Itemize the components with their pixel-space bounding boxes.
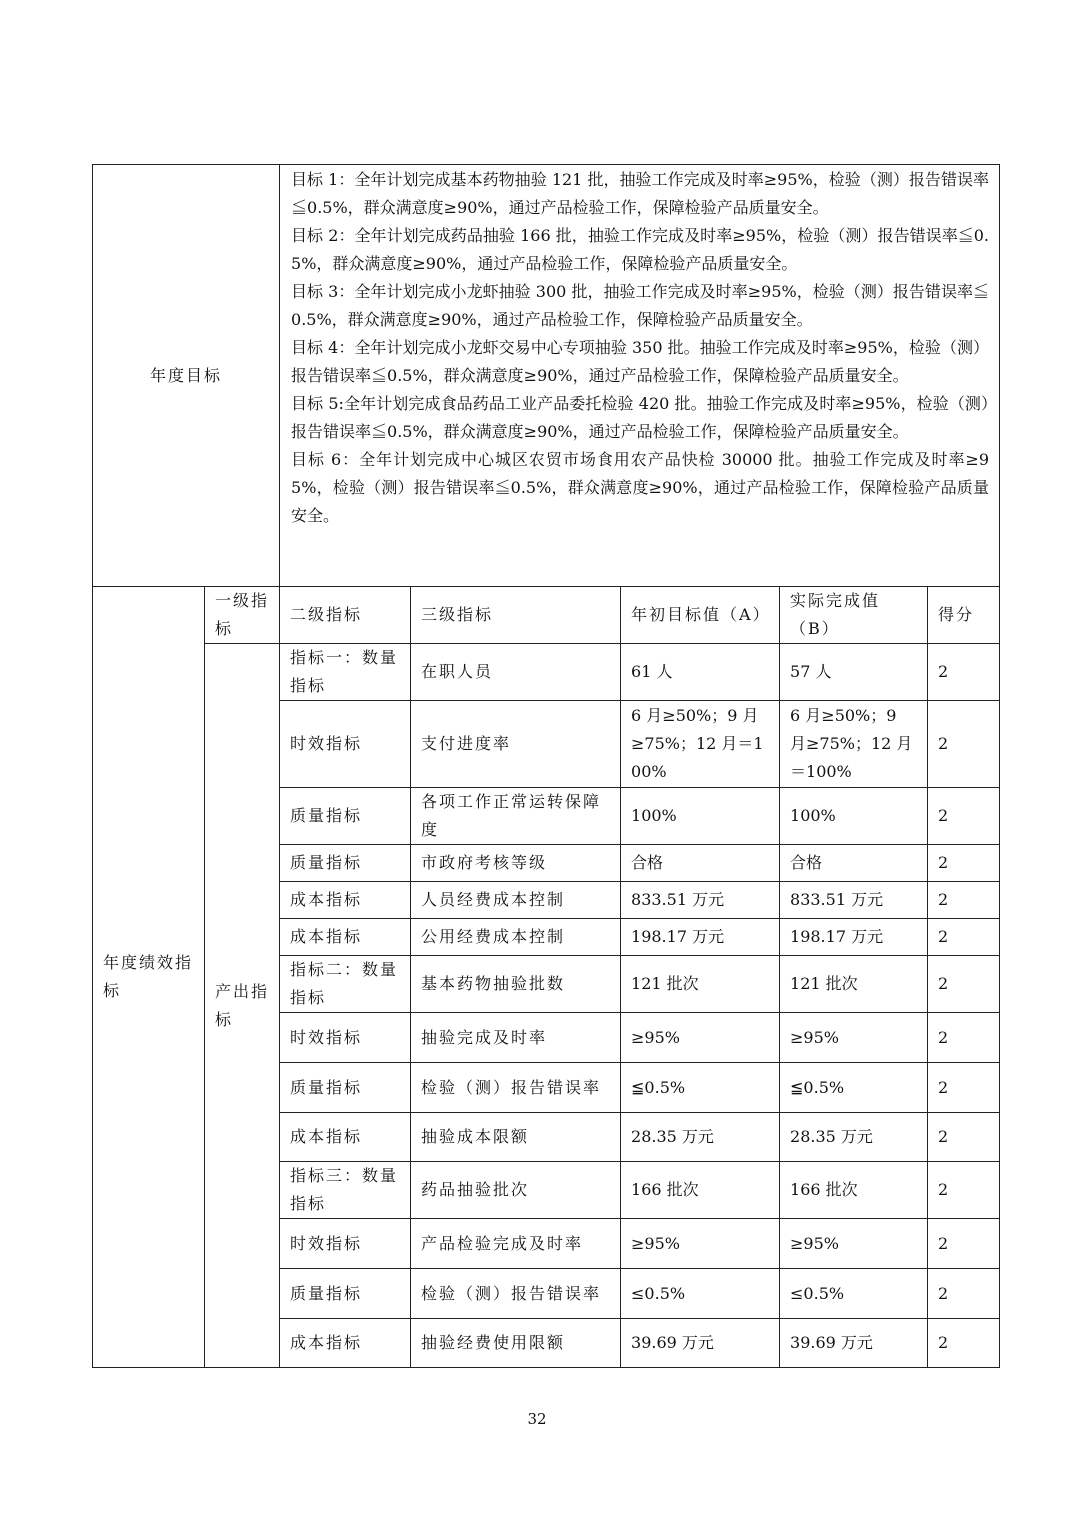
target-value-cell: 100% bbox=[621, 788, 780, 845]
level3-cell: 市政府考核等级 bbox=[411, 845, 621, 882]
actual-value-cell: ≤0.5% bbox=[780, 1269, 928, 1319]
target-value-cell: 28.35 万元 bbox=[621, 1113, 780, 1162]
level2-cell: 指标一：数量指标 bbox=[280, 644, 411, 701]
target-value-cell: 合格 bbox=[621, 845, 780, 882]
level2-cell: 时效指标 bbox=[280, 1219, 411, 1269]
actual-value-cell: 100% bbox=[780, 788, 928, 845]
level3-cell: 基本药物抽验批数 bbox=[411, 956, 621, 1013]
header-actual-value: 实际完成值（B） bbox=[780, 587, 928, 644]
target-value-cell: ≥95% bbox=[621, 1013, 780, 1063]
level3-cell: 支付进度率 bbox=[411, 701, 621, 788]
score-cell: 2 bbox=[928, 701, 1000, 788]
annual-goals-row bbox=[93, 165, 1000, 587]
goal-item-6: 目标 6：全年计划完成中心城区农贸市场食用农产品快检 30000 批。抽验工作完成及时率≥95%，检验（测）报告错误率≦0.5%，群众满意度≥90%，通过产品检验工作，保障检验产品质量安全。 bbox=[291, 450, 990, 525]
page-number: 32 bbox=[527, 1410, 547, 1428]
header-score: 得分 bbox=[928, 587, 1000, 644]
score-cell: 2 bbox=[928, 788, 1000, 845]
goal-item-4: 目标 4：全年计划完成小龙虾交易中心专项抽验 350 批。抽验工作完成及时率≥95%，检验（测）报告错误率≦0.5%，群众满意度≥90%，通过产品检验工作，保障检验产品质量安全。 bbox=[291, 338, 990, 385]
target-value-cell: 198.17 万元 bbox=[621, 919, 780, 956]
level2-cell: 质量指标 bbox=[280, 845, 411, 882]
score-cell: 2 bbox=[928, 1219, 1000, 1269]
goal-item-1: 目标 1：全年计划完成基本药物抽验 121 批，抽验工作完成及时率≥95%，检验（测）报告错误率≦0.5%，群众满意度≥90%，通过产品检验工作，保障检验产品质量安全。 bbox=[291, 170, 990, 217]
level3-cell: 检验（测）报告错误率 bbox=[411, 1269, 621, 1319]
target-value-cell: ≦0.5% bbox=[621, 1063, 780, 1113]
actual-value-cell: 166 批次 bbox=[780, 1162, 928, 1219]
score-cell: 2 bbox=[928, 919, 1000, 956]
target-value-cell: 166 批次 bbox=[621, 1162, 780, 1219]
score-cell: 2 bbox=[928, 956, 1000, 1013]
header-level2: 二级指标 bbox=[280, 587, 411, 644]
level3-cell: 各项工作正常运转保障度 bbox=[411, 788, 621, 845]
header-target-value: 年初目标值（A） bbox=[621, 587, 780, 644]
score-cell: 2 bbox=[928, 1319, 1000, 1368]
level3-cell: 公用经费成本控制 bbox=[411, 919, 621, 956]
level2-cell: 成本指标 bbox=[280, 1319, 411, 1368]
level2-cell: 质量指标 bbox=[280, 788, 411, 845]
level2-cell: 质量指标 bbox=[280, 1269, 411, 1319]
actual-value-cell: 198.17 万元 bbox=[780, 919, 928, 956]
target-value-cell: ≤0.5% bbox=[621, 1269, 780, 1319]
actual-value-cell: 39.69 万元 bbox=[780, 1319, 928, 1368]
actual-value-cell: ≥95% bbox=[780, 1013, 928, 1063]
level2-cell: 时效指标 bbox=[280, 1013, 411, 1063]
target-value-cell: 39.69 万元 bbox=[621, 1319, 780, 1368]
goal-item-2: 目标 2：全年计划完成药品抽验 166 批，抽验工作完成及时率≥95%，检验（测）报告错误率≦0.5%，群众满意度≥90%，通过产品检验工作，保障检验产品质量安全。 bbox=[291, 226, 990, 273]
actual-value-cell: 合格 bbox=[780, 845, 928, 882]
annual-goals-label: 年度目标 bbox=[93, 165, 280, 587]
level3-cell: 抽验经费使用限额 bbox=[411, 1319, 621, 1368]
target-value-cell: 833.51 万元 bbox=[621, 882, 780, 919]
level2-cell: 成本指标 bbox=[280, 882, 411, 919]
header-level1: 一级指标 bbox=[205, 587, 280, 644]
actual-value-cell: 121 批次 bbox=[780, 956, 928, 1013]
target-value-cell: 6 月≥50%；9 月≥75%；12 月＝100% bbox=[621, 701, 780, 788]
score-cell: 2 bbox=[928, 1063, 1000, 1113]
level3-cell: 药品抽验批次 bbox=[411, 1162, 621, 1219]
level2-cell: 成本指标 bbox=[280, 919, 411, 956]
actual-value-cell: 833.51 万元 bbox=[780, 882, 928, 919]
score-cell: 2 bbox=[928, 882, 1000, 919]
performance-table bbox=[92, 164, 1000, 1368]
level2-cell: 指标二：数量指标 bbox=[280, 956, 411, 1013]
goal-item-5: 目标 5:全年计划完成食品药品工业产品委托检验 420 批。抽验工作完成及时率≥95%，检验（测）报告错误率≦0.5%，群众满意度≥90%，通过产品检验工作，保障检验产品质量安全。 bbox=[291, 394, 990, 441]
level3-cell: 在职人员 bbox=[411, 644, 621, 701]
target-value-cell: ≥95% bbox=[621, 1219, 780, 1269]
level3-cell: 检验（测）报告错误率 bbox=[411, 1063, 621, 1113]
actual-value-cell: 57 人 bbox=[780, 644, 928, 701]
score-cell: 2 bbox=[928, 644, 1000, 701]
header-level3: 三级指标 bbox=[411, 587, 621, 644]
annual-goals-content bbox=[280, 165, 1000, 587]
goal-item-3: 目标 3：全年计划完成小龙虾抽验 300 批，抽验工作完成及时率≥95%，检验（测）报告错误率≦0.5%，群众满意度≥90%，通过产品检验工作，保障检验产品质量安全。 bbox=[291, 282, 990, 329]
header-row bbox=[93, 587, 1000, 644]
score-cell: 2 bbox=[928, 845, 1000, 882]
score-cell: 2 bbox=[928, 1013, 1000, 1063]
target-value-cell: 61 人 bbox=[621, 644, 780, 701]
level3-cell: 抽验完成及时率 bbox=[411, 1013, 621, 1063]
score-cell: 2 bbox=[928, 1269, 1000, 1319]
score-cell: 2 bbox=[928, 1162, 1000, 1219]
actual-value-cell: ≦0.5% bbox=[780, 1063, 928, 1113]
actual-value-cell: 28.35 万元 bbox=[780, 1113, 928, 1162]
level2-cell: 指标三：数量指标 bbox=[280, 1162, 411, 1219]
target-value-cell: 121 批次 bbox=[621, 956, 780, 1013]
annual-performance-label: 年度绩效指标 bbox=[93, 587, 205, 1368]
actual-value-cell: 6 月≥50%；9 月≥75%；12 月＝100% bbox=[780, 701, 928, 788]
actual-value-cell: ≥95% bbox=[780, 1219, 928, 1269]
level1-output-label: 产出指标 bbox=[205, 644, 280, 1368]
level2-cell: 成本指标 bbox=[280, 1113, 411, 1162]
score-cell: 2 bbox=[928, 1113, 1000, 1162]
level2-cell: 时效指标 bbox=[280, 701, 411, 788]
table-row bbox=[93, 644, 1000, 701]
level3-cell: 产品检验完成及时率 bbox=[411, 1219, 621, 1269]
level3-cell: 人员经费成本控制 bbox=[411, 882, 621, 919]
level2-cell: 质量指标 bbox=[280, 1063, 411, 1113]
level3-cell: 抽验成本限额 bbox=[411, 1113, 621, 1162]
